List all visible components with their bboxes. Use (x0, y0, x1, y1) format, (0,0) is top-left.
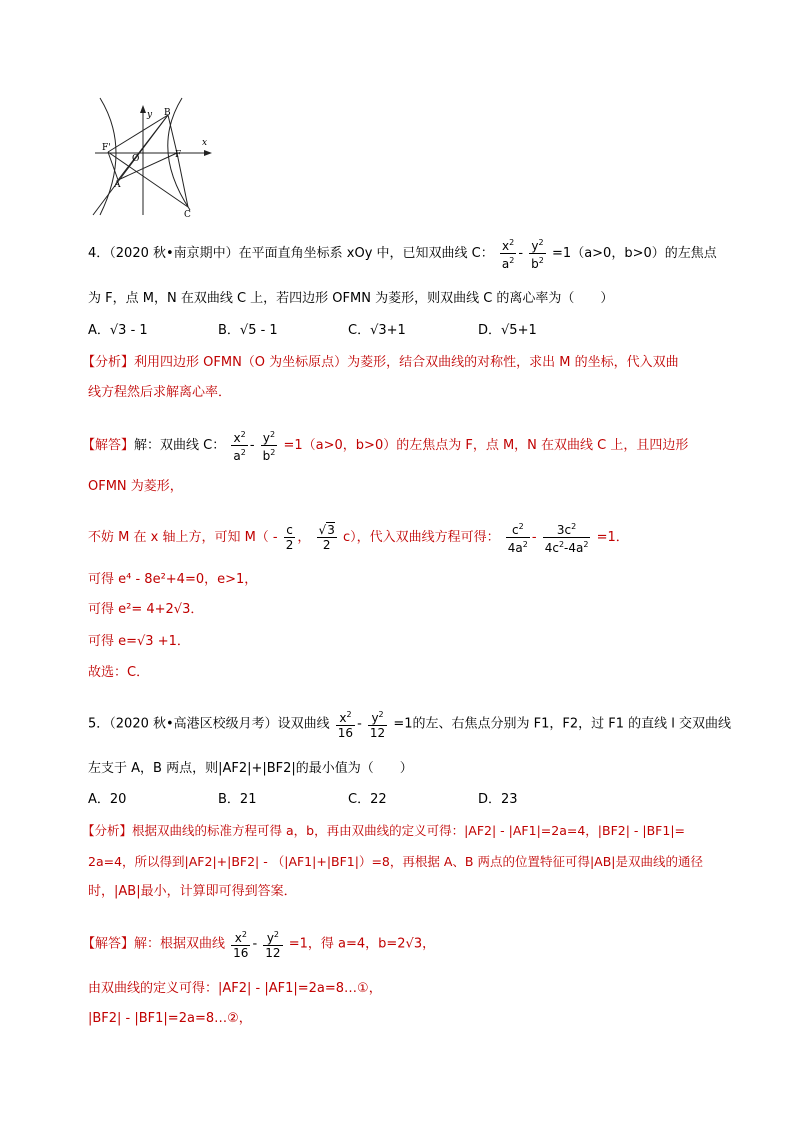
q5-analysis-line3: 时，|AB|最小，计算即可得到答案． (88, 884, 297, 899)
label-C: C (184, 210, 191, 220)
q4-answer-line6: 可得 e=√3 +1． (88, 634, 190, 649)
q5-options (88, 791, 608, 809)
q4-answer-line2: OFMN 为菱形， (88, 479, 183, 494)
label-A: A (114, 180, 121, 190)
q4-option-c: C．√3+1 (348, 323, 406, 338)
label-O: O (132, 154, 140, 164)
q5-option-a: A．20 (88, 792, 127, 807)
q4-option-a: A．√3 - 1 (88, 323, 148, 338)
q4-answer-line5: 可得 e²= 4+2√3． (88, 602, 204, 617)
q4-option-b: B．√5 - 1 (218, 323, 278, 338)
q5-analysis-line2: 2a=4，所以得到|AF2|+|BF2| - （|AF1|+|BF1|）=8，再根据 A、B 两点的位置特征可得|AB|是双曲线的通径 (88, 854, 704, 869)
q4-option-d: D．√5+1 (478, 323, 537, 338)
label-B: B (164, 108, 171, 118)
q5-answer-line1: 【解答】解：根据双曲线 $\frac{x^2}{16}$ - $\frac{y^2}{12}$ =1，得 a=4，b=2√3， (82, 930, 436, 960)
q4-answer-line7: 故选：C． (88, 665, 150, 680)
q4-analysis-line1: 【分析】利用四边形 OFMN（O 为坐标原点）为菱形，结合双曲线的对称性，求出 M 的坐标，代入双曲 (82, 355, 679, 370)
label-F: F (175, 150, 182, 160)
q4-stem-line1: 4．（2020 秋•南京期中）在平面直角坐标系 xOy 中，已知双曲线 C： $\frac{x^2}{a^2}$ - $\frac{y^2}{b^2}$ =1（a>0，b>0）的左焦点 (88, 238, 717, 271)
q5-stem-line2: 左支于 A，B 两点，则|AF2|+|BF2|的最小值为（ ） (88, 761, 413, 776)
q4-stem-line2: 为 F，点 M，N 在双曲线 C 上，若四边形 OFMN 为菱形，则双曲线 C 的离心率为（ ） (88, 291, 614, 306)
label-x: x (202, 138, 208, 148)
label-F1: F' (102, 143, 111, 153)
q4-options (88, 322, 608, 340)
q5-answer-line2: 由双曲线的定义可得：|AF2| - |AF1|=2a=8…①， (88, 981, 382, 996)
q5-option-d: D．23 (478, 792, 518, 807)
q4-answer-line4: 可得 e⁴ - 8e²+4=0，e>1， (88, 572, 258, 587)
q5-answer-line3: |BF2| - |BF1|=2a=8…②， (88, 1011, 252, 1026)
q4-answer-line1: 【解答】解：双曲线 C： $\frac{x^2}{a^2}$ - $\frac{y^2}{b^2}$ =1（a>0，b>0）的左焦点为 F，点 M，N 在双曲线 C 上，且四边形 (82, 430, 689, 463)
q5-option-c: C．22 (348, 792, 387, 807)
q4-analysis-line2: 线方程然后求解离心率． (88, 385, 232, 400)
hyperbola-diagram (90, 95, 220, 220)
q4-answer-line3: 不妨 M 在 x 轴上方，可知 M（ - $\frac{c}{2}$ ， $\frac{√3}{2}$ c），代入双曲线方程可得： $\frac{c^2}{4a^2}$ - $\frac{3c^2}{4c^2-4a^2}$ =1． (88, 522, 629, 555)
label-y: y (147, 110, 153, 120)
q5-stem-line1: 5．（2020 秋•高港区校级月考）设双曲线 $\frac{x^2}{16}$ - $\frac{y^2}{12}$ =1的左、右焦点分别为 F1，F2，过 F1 的直线 l 交双曲线 (88, 710, 732, 740)
q5-analysis-line1: 【分析】根据双曲线的标准方程可得 a，b，再由双曲线的定义可得：|AF2| - |AF1|=2a=4，|BF2| - |BF1|= (82, 823, 686, 838)
q5-option-b: B．21 (218, 792, 257, 807)
